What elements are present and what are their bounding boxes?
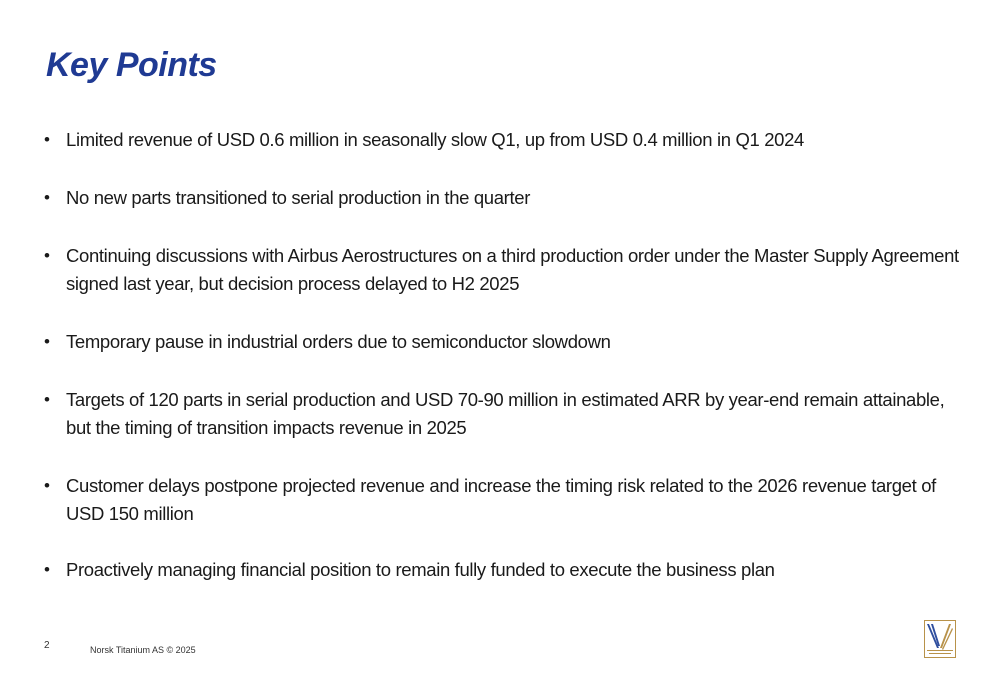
bullet-text: Continuing discussions with Airbus Aerostructures on a third production order under the Master Supply Agreement signed last year, but decision process delayed to H2 2025 [66, 245, 959, 294]
bullet-text: Limited revenue of USD 0.6 million in seasonally slow Q1, up from USD 0.4 million in Q1 2024 [66, 129, 804, 150]
page-number: 2 [44, 640, 50, 651]
bullet-text: Targets of 120 parts in serial production and USD 70-90 million in estimated ARR by year-end remain attainable, but the timing of transition impacts revenue in 2025 [66, 389, 945, 438]
bullet-text: Proactively managing financial position to remain fully funded to execute the business plan [66, 559, 775, 580]
bullet-item [44, 556, 964, 584]
bullet-dot: • [44, 390, 50, 409]
bullet-text: No new parts transitioned to serial production in the quarter [66, 187, 531, 208]
bullet-item [44, 472, 964, 528]
bullet-item [44, 328, 964, 356]
bullet-item [44, 126, 964, 154]
bullet-dot: • [44, 332, 50, 351]
bullet-text: Customer delays postpone projected revenue and increase the timing risk related to the 2026 revenue target of USD 150 million [66, 475, 936, 524]
bullet-dot: • [44, 188, 50, 207]
bullet-item [44, 184, 964, 212]
bullet-dot: • [44, 246, 50, 265]
bullet-dot: • [44, 130, 50, 149]
bullet-item [44, 386, 964, 442]
slide-title: Key Points [46, 46, 217, 84]
bullet-text: Temporary pause in industrial orders due to semiconductor slowdown [66, 331, 611, 352]
norsk-titanium-logo-icon [924, 620, 956, 658]
bullet-dot: • [44, 560, 50, 579]
bullet-dot: • [44, 476, 50, 495]
bullet-item [44, 242, 964, 298]
footer-copyright: Norsk Titanium AS © 2025 [90, 645, 196, 655]
